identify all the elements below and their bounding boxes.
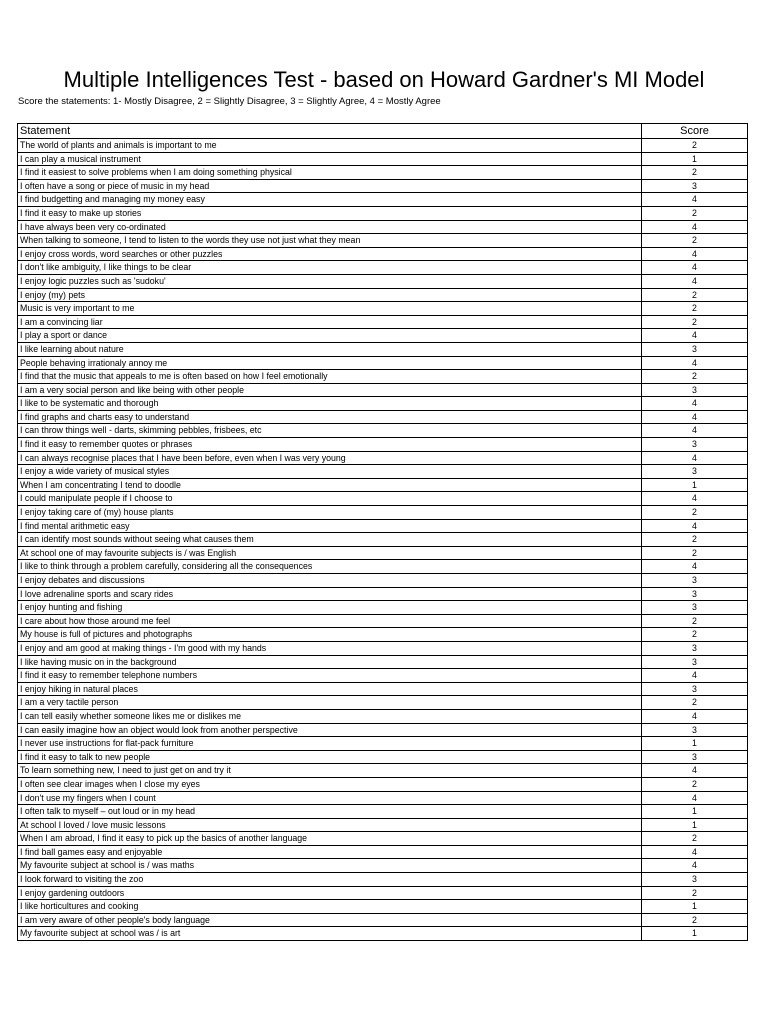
table-row xyxy=(18,628,748,642)
score-cell: 4 xyxy=(642,261,748,275)
table-row xyxy=(18,506,748,520)
statement-cell: I enjoy cross words, word searches or other puzzles xyxy=(18,247,642,261)
score-cell: 4 xyxy=(642,397,748,411)
table-row xyxy=(18,383,748,397)
table-row xyxy=(18,424,748,438)
statement-cell: I like to be systematic and thorough xyxy=(18,397,642,411)
score-cell: 3 xyxy=(642,723,748,737)
score-cell: 1 xyxy=(642,805,748,819)
score-cell: 2 xyxy=(642,288,748,302)
table-header-row xyxy=(18,124,748,139)
statement-cell: I often see clear images when I close my eyes xyxy=(18,777,642,791)
statement-cell: When I am concentrating I tend to doodle xyxy=(18,478,642,492)
table-row xyxy=(18,845,748,859)
score-cell: 2 xyxy=(642,302,748,316)
table-row xyxy=(18,669,748,683)
statement-cell: I enjoy logic puzzles such as 'sudoku' xyxy=(18,274,642,288)
statement-column-header: Statement xyxy=(18,124,642,139)
table-row xyxy=(18,234,748,248)
table-row xyxy=(18,873,748,887)
scoring-instructions: Score the statements: 1- Mostly Disagree, 2 = Slightly Disagree, 3 = Slightly Agree, 4 = Mostly Agree xyxy=(18,96,441,107)
score-cell: 4 xyxy=(642,247,748,261)
statement-cell: I find it easiest to solve problems when I am doing something physical xyxy=(18,166,642,180)
score-cell: 2 xyxy=(642,315,748,329)
table-row xyxy=(18,696,748,710)
statement-cell: I like learning about nature xyxy=(18,342,642,356)
table-row xyxy=(18,913,748,927)
score-cell: 2 xyxy=(642,777,748,791)
score-cell: 2 xyxy=(642,832,748,846)
score-cell: 1 xyxy=(642,152,748,166)
table-row xyxy=(18,818,748,832)
statement-cell: I am a very social person and like being with other people xyxy=(18,383,642,397)
score-cell: 3 xyxy=(642,179,748,193)
score-cell: 4 xyxy=(642,220,748,234)
score-cell: 2 xyxy=(642,696,748,710)
statement-cell: I find it easy to talk to new people xyxy=(18,750,642,764)
table-row xyxy=(18,492,748,506)
statement-cell: I like horticultures and cooking xyxy=(18,900,642,914)
table-row xyxy=(18,900,748,914)
table-row xyxy=(18,220,748,234)
statement-cell: I can tell easily whether someone likes me or dislikes me xyxy=(18,709,642,723)
statement-cell: I can play a musical instrument xyxy=(18,152,642,166)
statement-cell: I can identify most sounds without seeing what causes them xyxy=(18,533,642,547)
score-cell: 4 xyxy=(642,669,748,683)
score-cell: 4 xyxy=(642,329,748,343)
statement-cell: At school I loved / love music lessons xyxy=(18,818,642,832)
statement-cell: Music is very important to me xyxy=(18,302,642,316)
score-cell: 3 xyxy=(642,574,748,588)
statement-cell: I often have a song or piece of music in my head xyxy=(18,179,642,193)
score-cell: 3 xyxy=(642,750,748,764)
score-cell: 2 xyxy=(642,206,748,220)
statement-cell: I am a very tactile person xyxy=(18,696,642,710)
score-cell: 4 xyxy=(642,791,748,805)
table-row xyxy=(18,438,748,452)
table-row xyxy=(18,574,748,588)
table-row xyxy=(18,451,748,465)
score-cell: 4 xyxy=(642,356,748,370)
statement-cell: I can easily imagine how an object would look from another perspective xyxy=(18,723,642,737)
table-row xyxy=(18,261,748,275)
score-cell: 3 xyxy=(642,601,748,615)
statement-cell: I am very aware of other people's body language xyxy=(18,913,642,927)
statement-cell: I can always recognise places that I have been before, even when I was very young xyxy=(18,451,642,465)
table-row xyxy=(18,519,748,533)
statement-cell: I enjoy hunting and fishing xyxy=(18,601,642,615)
table-row xyxy=(18,791,748,805)
score-cell: 4 xyxy=(642,410,748,424)
statement-cell: I love adrenaline sports and scary rides xyxy=(18,587,642,601)
table-row xyxy=(18,601,748,615)
statement-cell: I find it easy to make up stories xyxy=(18,206,642,220)
table-row xyxy=(18,288,748,302)
table-row xyxy=(18,166,748,180)
statement-cell: I don't like ambiguity, I like things to be clear xyxy=(18,261,642,275)
score-cell: 1 xyxy=(642,927,748,941)
score-cell: 3 xyxy=(642,682,748,696)
score-cell: 2 xyxy=(642,614,748,628)
table-row xyxy=(18,682,748,696)
score-cell: 3 xyxy=(642,465,748,479)
score-cell: 4 xyxy=(642,560,748,574)
score-cell: 4 xyxy=(642,274,748,288)
statement-cell: I enjoy taking care of (my) house plants xyxy=(18,506,642,520)
statement-cell: I care about how those around me feel xyxy=(18,614,642,628)
statement-cell: I find budgetting and managing my money easy xyxy=(18,193,642,207)
score-cell: 2 xyxy=(642,886,748,900)
score-cell: 1 xyxy=(642,900,748,914)
table-row xyxy=(18,737,748,751)
statement-cell: I enjoy and am good at making things - I'm good with my hands xyxy=(18,641,642,655)
score-cell: 4 xyxy=(642,764,748,778)
table-row xyxy=(18,206,748,220)
statement-cell: I don't use my fingers when I count xyxy=(18,791,642,805)
score-cell: 3 xyxy=(642,873,748,887)
table-row xyxy=(18,723,748,737)
table-row xyxy=(18,193,748,207)
score-cell: 2 xyxy=(642,533,748,547)
statement-cell: I find mental arithmetic easy xyxy=(18,519,642,533)
statement-cell: My house is full of pictures and photographs xyxy=(18,628,642,642)
table-row xyxy=(18,805,748,819)
statement-cell: I enjoy debates and discussions xyxy=(18,574,642,588)
table-row xyxy=(18,886,748,900)
statement-cell: People behaving irrationaly annoy me xyxy=(18,356,642,370)
score-cell: 3 xyxy=(642,641,748,655)
table-row xyxy=(18,614,748,628)
table-row xyxy=(18,641,748,655)
table-row xyxy=(18,302,748,316)
statement-cell: At school one of may favourite subjects is / was English xyxy=(18,546,642,560)
table-row xyxy=(18,139,748,153)
table-row xyxy=(18,329,748,343)
statement-cell: I find that the music that appeals to me is often based on how I feel emotionally xyxy=(18,370,642,384)
score-cell: 2 xyxy=(642,913,748,927)
score-cell: 2 xyxy=(642,234,748,248)
statement-cell: I enjoy gardening outdoors xyxy=(18,886,642,900)
table-row xyxy=(18,179,748,193)
statement-cell: I play a sport or dance xyxy=(18,329,642,343)
statement-cell: I often talk to myself – out loud or in my head xyxy=(18,805,642,819)
table-row xyxy=(18,546,748,560)
table-row xyxy=(18,315,748,329)
statement-cell: My favourite subject at school was / is art xyxy=(18,927,642,941)
score-cell: 2 xyxy=(642,628,748,642)
score-cell: 2 xyxy=(642,166,748,180)
table-row xyxy=(18,247,748,261)
statement-cell: I find graphs and charts easy to understand xyxy=(18,410,642,424)
score-cell: 4 xyxy=(642,709,748,723)
table-row xyxy=(18,465,748,479)
score-cell: 1 xyxy=(642,478,748,492)
table-row xyxy=(18,750,748,764)
score-cell: 2 xyxy=(642,546,748,560)
score-cell: 3 xyxy=(642,587,748,601)
statement-cell: I find it easy to remember quotes or phrases xyxy=(18,438,642,452)
score-cell: 4 xyxy=(642,492,748,506)
table-row xyxy=(18,478,748,492)
statement-cell: To learn something new, I need to just get on and try it xyxy=(18,764,642,778)
statement-cell: I find ball games easy and enjoyable xyxy=(18,845,642,859)
statement-cell: I can throw things well - darts, skimming pebbles, frisbees, etc xyxy=(18,424,642,438)
page-title: Multiple Intelligences Test - based on Howard Gardner's MI Model xyxy=(63,67,705,92)
table-row xyxy=(18,152,748,166)
score-column-header: Score xyxy=(642,124,748,139)
score-cell: 3 xyxy=(642,383,748,397)
table-row xyxy=(18,410,748,424)
score-cell: 2 xyxy=(642,139,748,153)
score-cell: 2 xyxy=(642,370,748,384)
table-row xyxy=(18,655,748,669)
statement-cell: When I am abroad, I find it easy to pick up the basics of another language xyxy=(18,832,642,846)
statement-cell: When talking to someone, I tend to listen to the words they use not just what they mean xyxy=(18,234,642,248)
statement-cell: I enjoy hiking in natural places xyxy=(18,682,642,696)
statement-cell: I never use instructions for flat-pack furniture xyxy=(18,737,642,751)
statement-cell: I am a convincing liar xyxy=(18,315,642,329)
statements-table xyxy=(17,123,748,941)
table-row xyxy=(18,356,748,370)
statement-cell: I enjoy (my) pets xyxy=(18,288,642,302)
score-cell: 4 xyxy=(642,193,748,207)
statement-cell: I like to think through a problem carefully, considering all the consequences xyxy=(18,560,642,574)
table-body xyxy=(18,139,748,941)
score-cell: 4 xyxy=(642,519,748,533)
statement-cell: I could manipulate people if I choose to xyxy=(18,492,642,506)
statement-cell: I have always been very co-ordinated xyxy=(18,220,642,234)
table-row xyxy=(18,397,748,411)
table-row xyxy=(18,370,748,384)
table-row xyxy=(18,533,748,547)
table-row xyxy=(18,777,748,791)
table-row xyxy=(18,927,748,941)
score-cell: 1 xyxy=(642,818,748,832)
score-cell: 4 xyxy=(642,451,748,465)
score-cell: 4 xyxy=(642,424,748,438)
score-cell: 3 xyxy=(642,438,748,452)
statement-cell: My favourite subject at school is / was maths xyxy=(18,859,642,873)
statement-cell: I like having music on in the background xyxy=(18,655,642,669)
score-cell: 3 xyxy=(642,342,748,356)
statement-cell: I enjoy a wide variety of musical styles xyxy=(18,465,642,479)
score-cell: 3 xyxy=(642,655,748,669)
score-cell: 2 xyxy=(642,506,748,520)
score-cell: 4 xyxy=(642,845,748,859)
table-row xyxy=(18,587,748,601)
statement-cell: The world of plants and animals is important to me xyxy=(18,139,642,153)
table-row xyxy=(18,274,748,288)
statement-cell: I find it easy to remember telephone numbers xyxy=(18,669,642,683)
table-row xyxy=(18,832,748,846)
table-row xyxy=(18,560,748,574)
table-row xyxy=(18,859,748,873)
statement-cell: I look forward to visiting the zoo xyxy=(18,873,642,887)
table-row xyxy=(18,764,748,778)
score-cell: 4 xyxy=(642,859,748,873)
table-row xyxy=(18,709,748,723)
table-row xyxy=(18,342,748,356)
score-cell: 1 xyxy=(642,737,748,751)
